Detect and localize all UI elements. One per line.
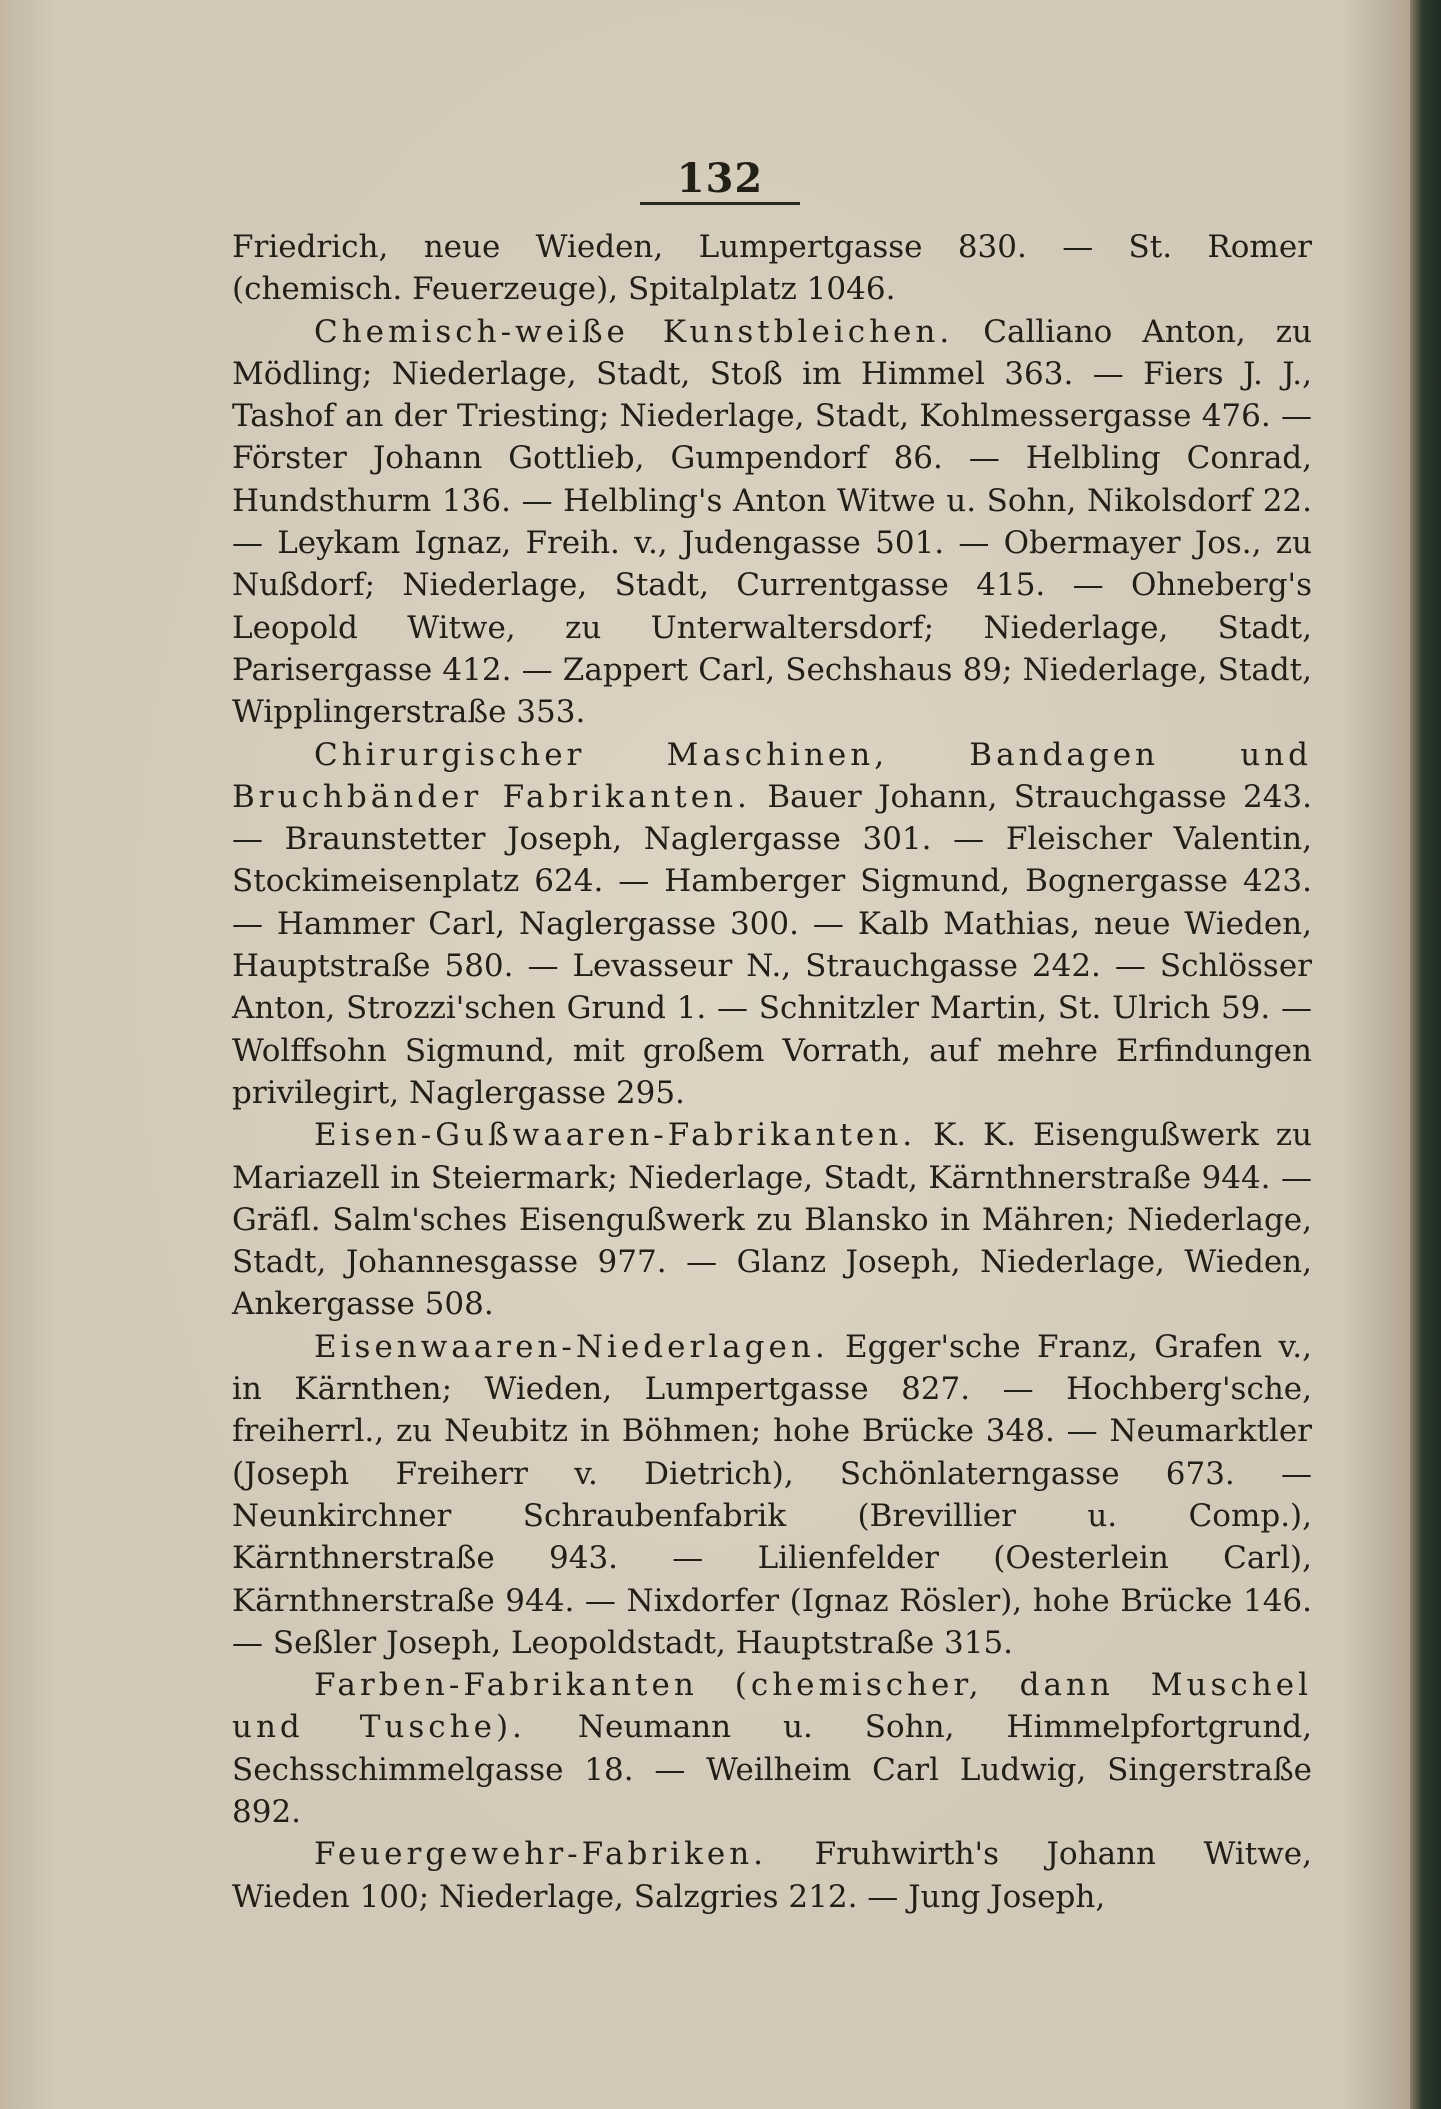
book-binding-edge xyxy=(1410,0,1441,2109)
entry-text: K. K. Eisengußwerk zu Mariazell in Steiermark; Niederlage, Stadt, Kärnthnerstraße 944. — Gräfl. Salm'sches Eisengußwerk zu Blansko in Mähren; Niederlage, Stadt, Johannesgasse 977. — Glanz Joseph, Niederlage, Wieden, Ankergasse 508. xyxy=(232,1117,1312,1323)
entry-eisen-gusswaaren-fabrikanten xyxy=(232,1114,1312,1325)
entry-chemisch-weisse-kunstbleichen xyxy=(232,311,1312,734)
header-rule xyxy=(640,202,800,205)
entry-text: Bauer Johann, Strauchgasse 243. — Braunstetter Joseph, Naglergasse 301. — Fleischer Valentin, Stockimeisenplatz 624. — Hamberger Sigmund, Bognergasse 423. — Hammer Carl, Naglergasse 300. — Kalb Mathias, neue Wieden, Hauptstraße 580. — Levasseur N., Strauchgasse 242. — Schlösser Anton, Strozzi'schen Grund 1. — Schnitzler Martin, St. Ulrich 59. — Wolffsohn Sigmund, mit großem Vorrath, auf mehre Erfindungen privilegirt, Naglergasse 295. xyxy=(232,778,1313,1111)
entry-farben-fabrikanten xyxy=(232,1664,1312,1833)
entry-heading: Eisenwaaren-Niederlagen. xyxy=(314,1328,829,1365)
entry-feuergewehr-fabriken xyxy=(232,1833,1312,1918)
entry-heading: Chirurgischer Maschinen, Bandagen und Bruchbänder Fabrikanten. xyxy=(232,736,1312,815)
entry-heading: Feuergewehr-Fabriken. xyxy=(314,1836,768,1873)
entry-heading: Eisen-Gußwaaren-Fabrikanten. xyxy=(314,1117,917,1154)
entry-text: Fruhwirth's Johann Witwe, Wieden 100; Niederlage, Salzgries 212. — Jung Joseph, xyxy=(232,1836,1312,1915)
entry-heading: Chemisch-weiße Kunstbleichen. xyxy=(314,313,954,350)
entry-text: Calliano Anton, zu Mödling; Niederlage, Stadt, Stoß im Himmel 363. — Fiers J. J., Tashof an der Triesting; Niederlage, Stadt, Kohlmessergasse 476. — Förster Johann Gottlieb, Gumpendorf 86. — Helbling Conrad, Hundsthurm 136. — Helbling's Anton Witwe u. Sohn, Nikolsdorf 22. — Leykam Ignaz, Freih. v., Judengasse 501. — Obermayer Jos., zu Nußdorf; Niederlage, Stadt, Currentgasse 415. — Ohneberg's Leopold Witwe, zu Unterwaltersdorf; Niederlage, Stadt, Parisergasse 412. — Zappert Carl, Sechshaus 89; Niederlage, Stadt, Wipplingerstraße 353. xyxy=(232,313,1313,731)
entry-text: Neumann u. Sohn, Himmelpfortgrund, Sechsschimmelgasse 18. — Weilheim Carl Ludwig, Singerstraße 892. xyxy=(232,1709,1312,1830)
page-number: 132 xyxy=(676,155,764,202)
entry-chirurgischer-maschinen xyxy=(232,734,1312,1115)
directory-text xyxy=(232,226,1312,1918)
page-header xyxy=(640,155,800,202)
continuation-paragraph: Friedrich, neue Wieden, Lumpertgasse 830. — St. Romer (chemisch. Feuerzeuge), Spitalplatz 1046. xyxy=(232,229,1312,308)
entry-text: Egger'sche Franz, Grafen v., in Kärnthen; Wieden, Lumpertgasse 827. — Hochberg'sche, freiherrl., zu Neubitz in Böhmen; hohe Brücke 348. — Neumarktler (Joseph Freiherr v. Dietrich), Schönlaterngasse 673. — Neunkirchner Schraubenfabrik (Brevillier u. Comp.), Kärnthnerstraße 943. — Lilienfelder (Oesterlein Carl), Kärnthnerstraße 944. — Nixdorfer (Ignaz Rösler), hohe Brücke 146. — Seßler Joseph, Leopoldstadt, Hauptstraße 315. xyxy=(232,1328,1312,1661)
entry-eisenwaaren-niederlagen xyxy=(232,1326,1312,1664)
entry-heading: Farben-Fabrikanten (chemischer, dann Muschel und Tusche). xyxy=(232,1667,1312,1746)
